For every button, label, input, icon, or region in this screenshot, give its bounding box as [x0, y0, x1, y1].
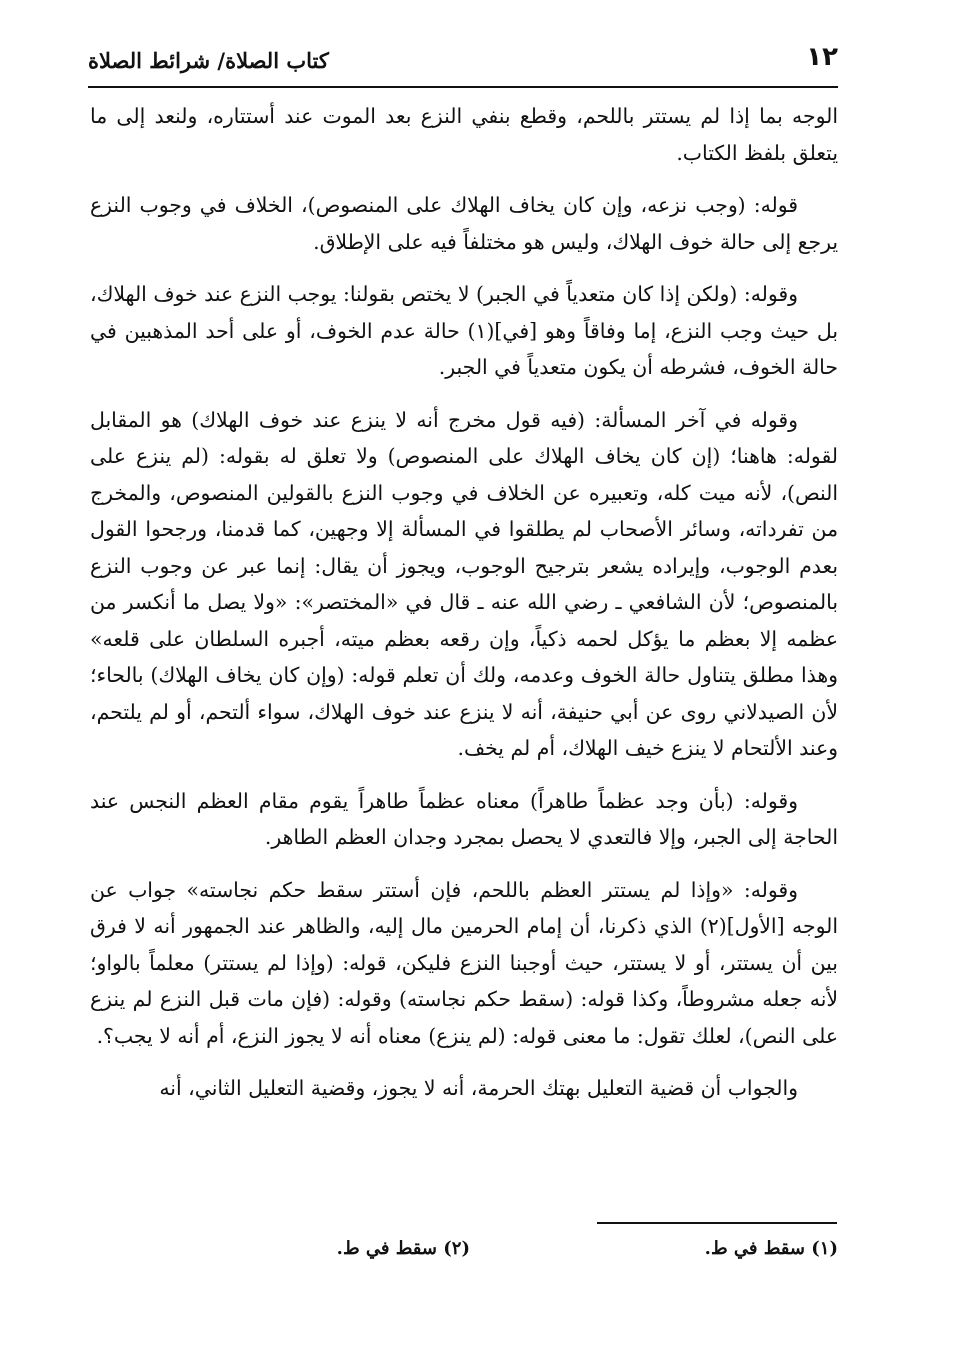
paragraph: قوله: (وجب نزعه، وإن كان يخاف الهلاك على المنصوص)، الخلاف في وجوب النزع يرجع إلى حالة خوف الهلاك، وليس هو مختلفاً فيه على الإطلاق. [90, 193, 838, 254]
page-number: ١٢ [806, 42, 838, 72]
paragraph: وقوله: «وإذا لم يستتر العظم باللحم، فإن أستتر سقط حكم نجاسته» جواب عن الوجه [الأول](٢) الذي ذكرنا، أن إمام الحرمين مال إليه، والظاهر عند الجمهور أنه لا فرق بين أن يستتر، أو لا يستتر، حيث أوجبنا النزع فليكن، قوله: (وإذا لم يستتر) معلماً بالواو؛ لأنه جعله مشروطاً، وكذا قوله: (سقط حكم نجاسته) وقوله: (فإن مات قبل النزع لم ينزع على النص)، لعلك تقول: ما معنى قوله: (لم ينزع) معناه أنه لا يجوز النزع، أم أنه لا يجب؟. [90, 877, 838, 1048]
footnote-rule [597, 1222, 837, 1224]
footnote: (٢) سقط في ط. [336, 1238, 470, 1259]
running-title: كتاب الصلاة/ شرائط الصلاة [88, 48, 329, 73]
main-text [90, 98, 838, 1123]
paragraph: وقوله: (بأن وجد عظماً طاهراً) معناه عظماً طاهراً يقوم مقام العظم النجس عند الحاجة إلى الجبر، وإلا فالتعدي لا يحصل بمجرد وجدان العظم الطاهر. [90, 788, 838, 849]
header-rule [88, 86, 838, 88]
footnotes [90, 1238, 838, 1278]
paragraph: وقوله: (ولكن إذا كان متعدياً في الجبر) لا يختص بقولنا: يوجب النزع عند خوف الهلاك، بل حيث وجب النزع، إما وفاقاً وهو [في](١) حالة عدم الخوف، أو على أحد المذهبين في حالة الخوف، فشرطه أن يكون متعدياً في الجبر. [90, 282, 838, 379]
footnote: (١) سقط في ط. [704, 1238, 838, 1259]
page-header [88, 38, 838, 82]
paragraph: والجواب أن قضية التعليل بهتك الحرمة، أنه لا يجوز، وقضية التعليل الثاني، أنه [159, 1076, 798, 1100]
paragraph: الوجه بما إذا لم يستتر باللحم، وقطع بنفي النزع بعد الموت عند أستتاره، ولنعد إلى ما يتعلق بلفظ الكتاب. [90, 104, 838, 165]
paragraph: وقوله في آخر المسألة: (فيه قول مخرج أنه لا ينزع عند خوف الهلاك) هو المقابل لقوله: هاهنا؛ (إن كان يخاف الهلاك على المنصوص) ولا تعلق له بقوله: (لم ينزع على النص)، لأنه ميت كله، وتعبيره عن الخلاف في وجوب النزع بالقولين المنصوص، والمخرج من تفرداته، وسائر الأصحاب لم يطلقوا في المسألة إلا وجهين، كما قدمنا، ورجحوا القول بعدم الوجوب، وإيراده يشعر بترجيح الوجوب، ويجوز أن يقال: إنما عبر عن وجوب النزع بالمنصوص؛ لأن الشافعي ـ رضي الله عنه ـ قال في «المختصر»: «ولا يصل ما أنكسر من عظمه إلا بعظم ما يؤكل لحمه ذكياً، وإن رقعه بعظم ميته، أجبره السلطان على قلعه» وهذا مطلق يتناول حالة الخوف وعدمه، ولك أن تعلم قوله: (وإن كان يخاف الهلاك) بالحاء؛ لأن الصيدلاني روى عن أبي حنيفة، أنه لا ينزع عند خوف الهلاك، سواء ألتحم، أو لم يلتحم، وعند الألتحام لا ينزع خيف الهلاك، أم لم يخف. [90, 407, 838, 760]
